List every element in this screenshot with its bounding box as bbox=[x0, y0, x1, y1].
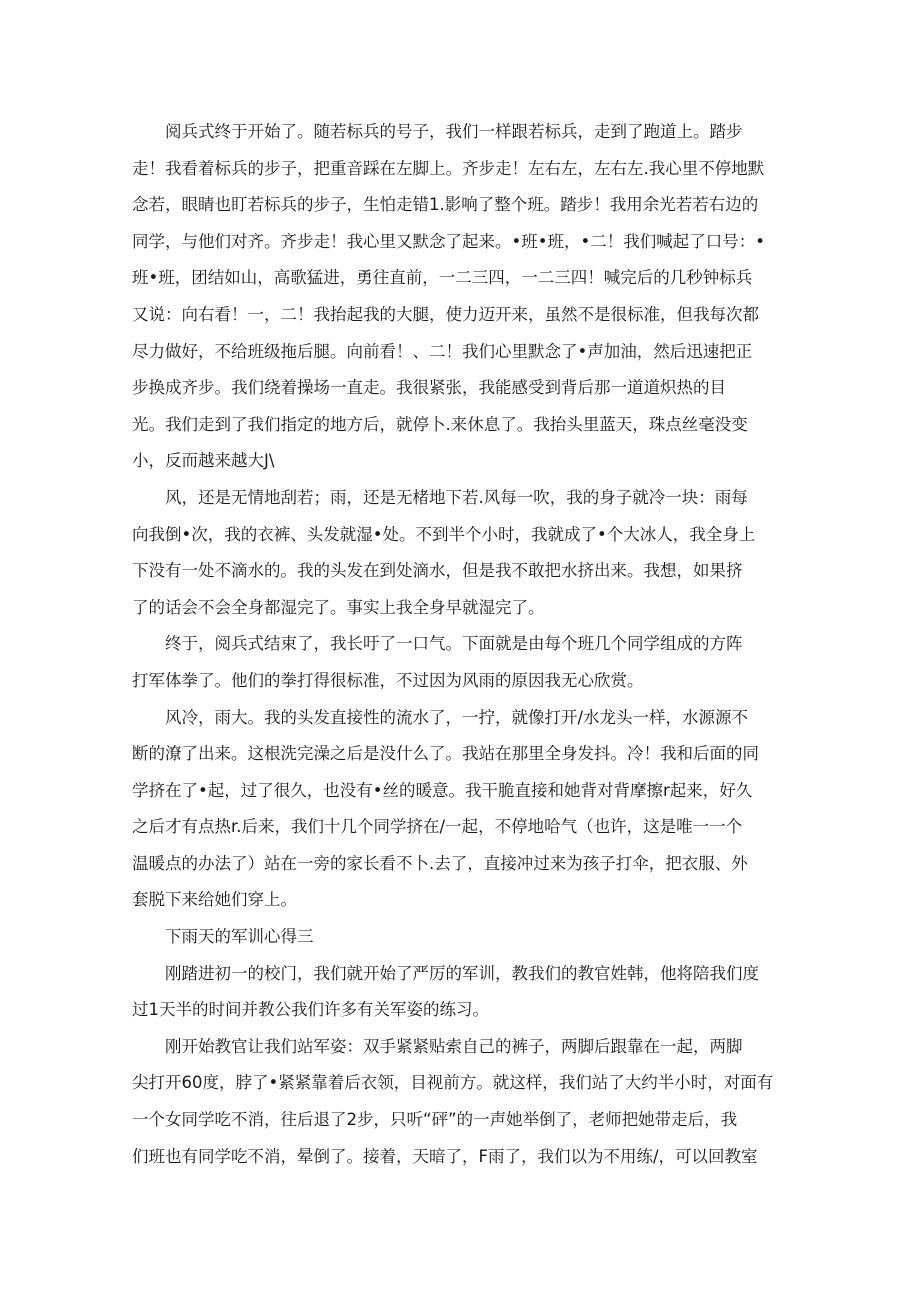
paragraph-standing-posture bbox=[132, 1029, 784, 1175]
text-line: 下没有一处不滴水的。我的头发在到处滴水，但是我不敢把水挤出来。我想，如果挤 bbox=[132, 561, 743, 581]
paragraph-school-start bbox=[132, 956, 784, 1029]
text-line: 光。我们走到了我们指定的地方后，就停卜.来休息了。我抬头里蓝天，珠点丝毫没变 bbox=[132, 414, 748, 434]
text-line: 打军体拳了。他们的拳打得很标准，不过因为风雨的原因我无心欣赏。 bbox=[132, 670, 644, 690]
text-line: 们班也有同学吃不消，晕倒了。接着，天暗了，F雨了，我们以为不用练/，可以回教室 bbox=[132, 1146, 758, 1166]
text-line: 断的潦了出来。这根洗完澡之后是没什么了。我站在那里全身发抖。冷！我和后面的同 bbox=[132, 744, 759, 764]
text-line: 步换成齐步。我们绕着操场一直走。我很紧张，我能感受到背后那一道道炽热的目 bbox=[132, 378, 726, 398]
text-line: 过1天半的时间并教公我们许多有关军姿的练习。 bbox=[132, 1000, 489, 1020]
paragraph-parade-ends bbox=[132, 626, 784, 699]
text-line: 小，反而越来越大J\ bbox=[132, 451, 275, 471]
text-line: 一个女同学吃不消，往后退了2步，只听“砰”的一声她举倒了，老师把她带走后，我 bbox=[132, 1110, 738, 1130]
text-line: 套脱下来给她们穿上。 bbox=[132, 890, 297, 910]
paragraph-parade bbox=[132, 114, 784, 480]
paragraph-wind-rain bbox=[132, 480, 784, 626]
text-line: 尽力做好，不给班级拖后腿。向前看！、二！我们心里默念了•声加油，然后迅速把正 bbox=[132, 341, 753, 361]
text-line: 阅兵式终于开始了。随若标兵的号子，我们一样跟若标兵，走到了跑道上。踏步 bbox=[165, 122, 743, 141]
text-line: 班•班，团结如山，高歌猛进，勇往直前，一二三四，一二三四！喊完后的几秒钟标兵 bbox=[132, 268, 753, 288]
text-line: 温暖点的办法了）站在一旁的家长看不卜.去了，直接冲过来为孩子打伞，把衣服、外 bbox=[132, 853, 748, 873]
text-line: 风，还是无情地刮若；雨，还是无楮地下若.风每一吹，我的身子就冷一块：雨每 bbox=[165, 487, 748, 507]
text-line: 风冷，雨大。我的头发直接性的流水了，一拧，就像打开/水龙头一样，水源源不 bbox=[165, 707, 749, 727]
text-line: 刚踏进初一的校门，我们就开始了严厉的军训，教我们的教官姓韩，他将陪我们度 bbox=[165, 963, 759, 983]
text-line: 刚开始教官让我们站军姿：双手紧紧贴索自己的裤子，两脚后跟靠在一起，两脚 bbox=[165, 1036, 743, 1056]
paragraph-cold-rain bbox=[132, 700, 784, 920]
document-body bbox=[132, 114, 784, 1175]
text-line: 学挤在了•起，过了很久，也没有•丝的暖意。我干脆直接和她背对背摩擦r起来，好久 bbox=[132, 780, 753, 800]
text-line: 同学，与他们对齐。齐步走！我心里又默念了起来。•班•班，•二！我们喊起了口号：• bbox=[132, 231, 765, 251]
section-heading: 下雨天的军训心得三 bbox=[165, 927, 314, 947]
text-line: 又说：向右看！一，二！我抬起我的大腿，使力迈开来，虽然不是很标准，但我每次都 bbox=[132, 304, 759, 324]
text-line: 向我倒•次，我的衣裤、头发就湿•处。不到半个小时，我就成了•个大冰人，我全身上 bbox=[132, 524, 756, 544]
text-line: 之后才有点热r.后来，我们十几个同学挤在/一起，不停地哈气（也许，这是唯一一个 bbox=[132, 817, 743, 837]
text-line: 念若，眼睛也盯若标兵的步子，生怕走错1.影响了整个班。踏步！我用余光若若右边的 bbox=[132, 195, 759, 215]
text-line: 了的话会不会全身都湿完了。事实上我全身早就湿完了。 bbox=[132, 597, 545, 617]
text-line: 终于，阅兵式结束了，我长吁了一口气。下面就是由每个班几个同学组成的方阵 bbox=[165, 634, 743, 654]
text-line: 走！我看着标兵的步子，把重音踩在左脚上。齐步走！左右左，左右左.我心里不停地默 bbox=[132, 158, 765, 178]
text-line: 尖打开60度，脖了•紧紧靠着后衣领，目视前方。就这样，我们站了大约半小时，对面有 bbox=[132, 1073, 774, 1093]
